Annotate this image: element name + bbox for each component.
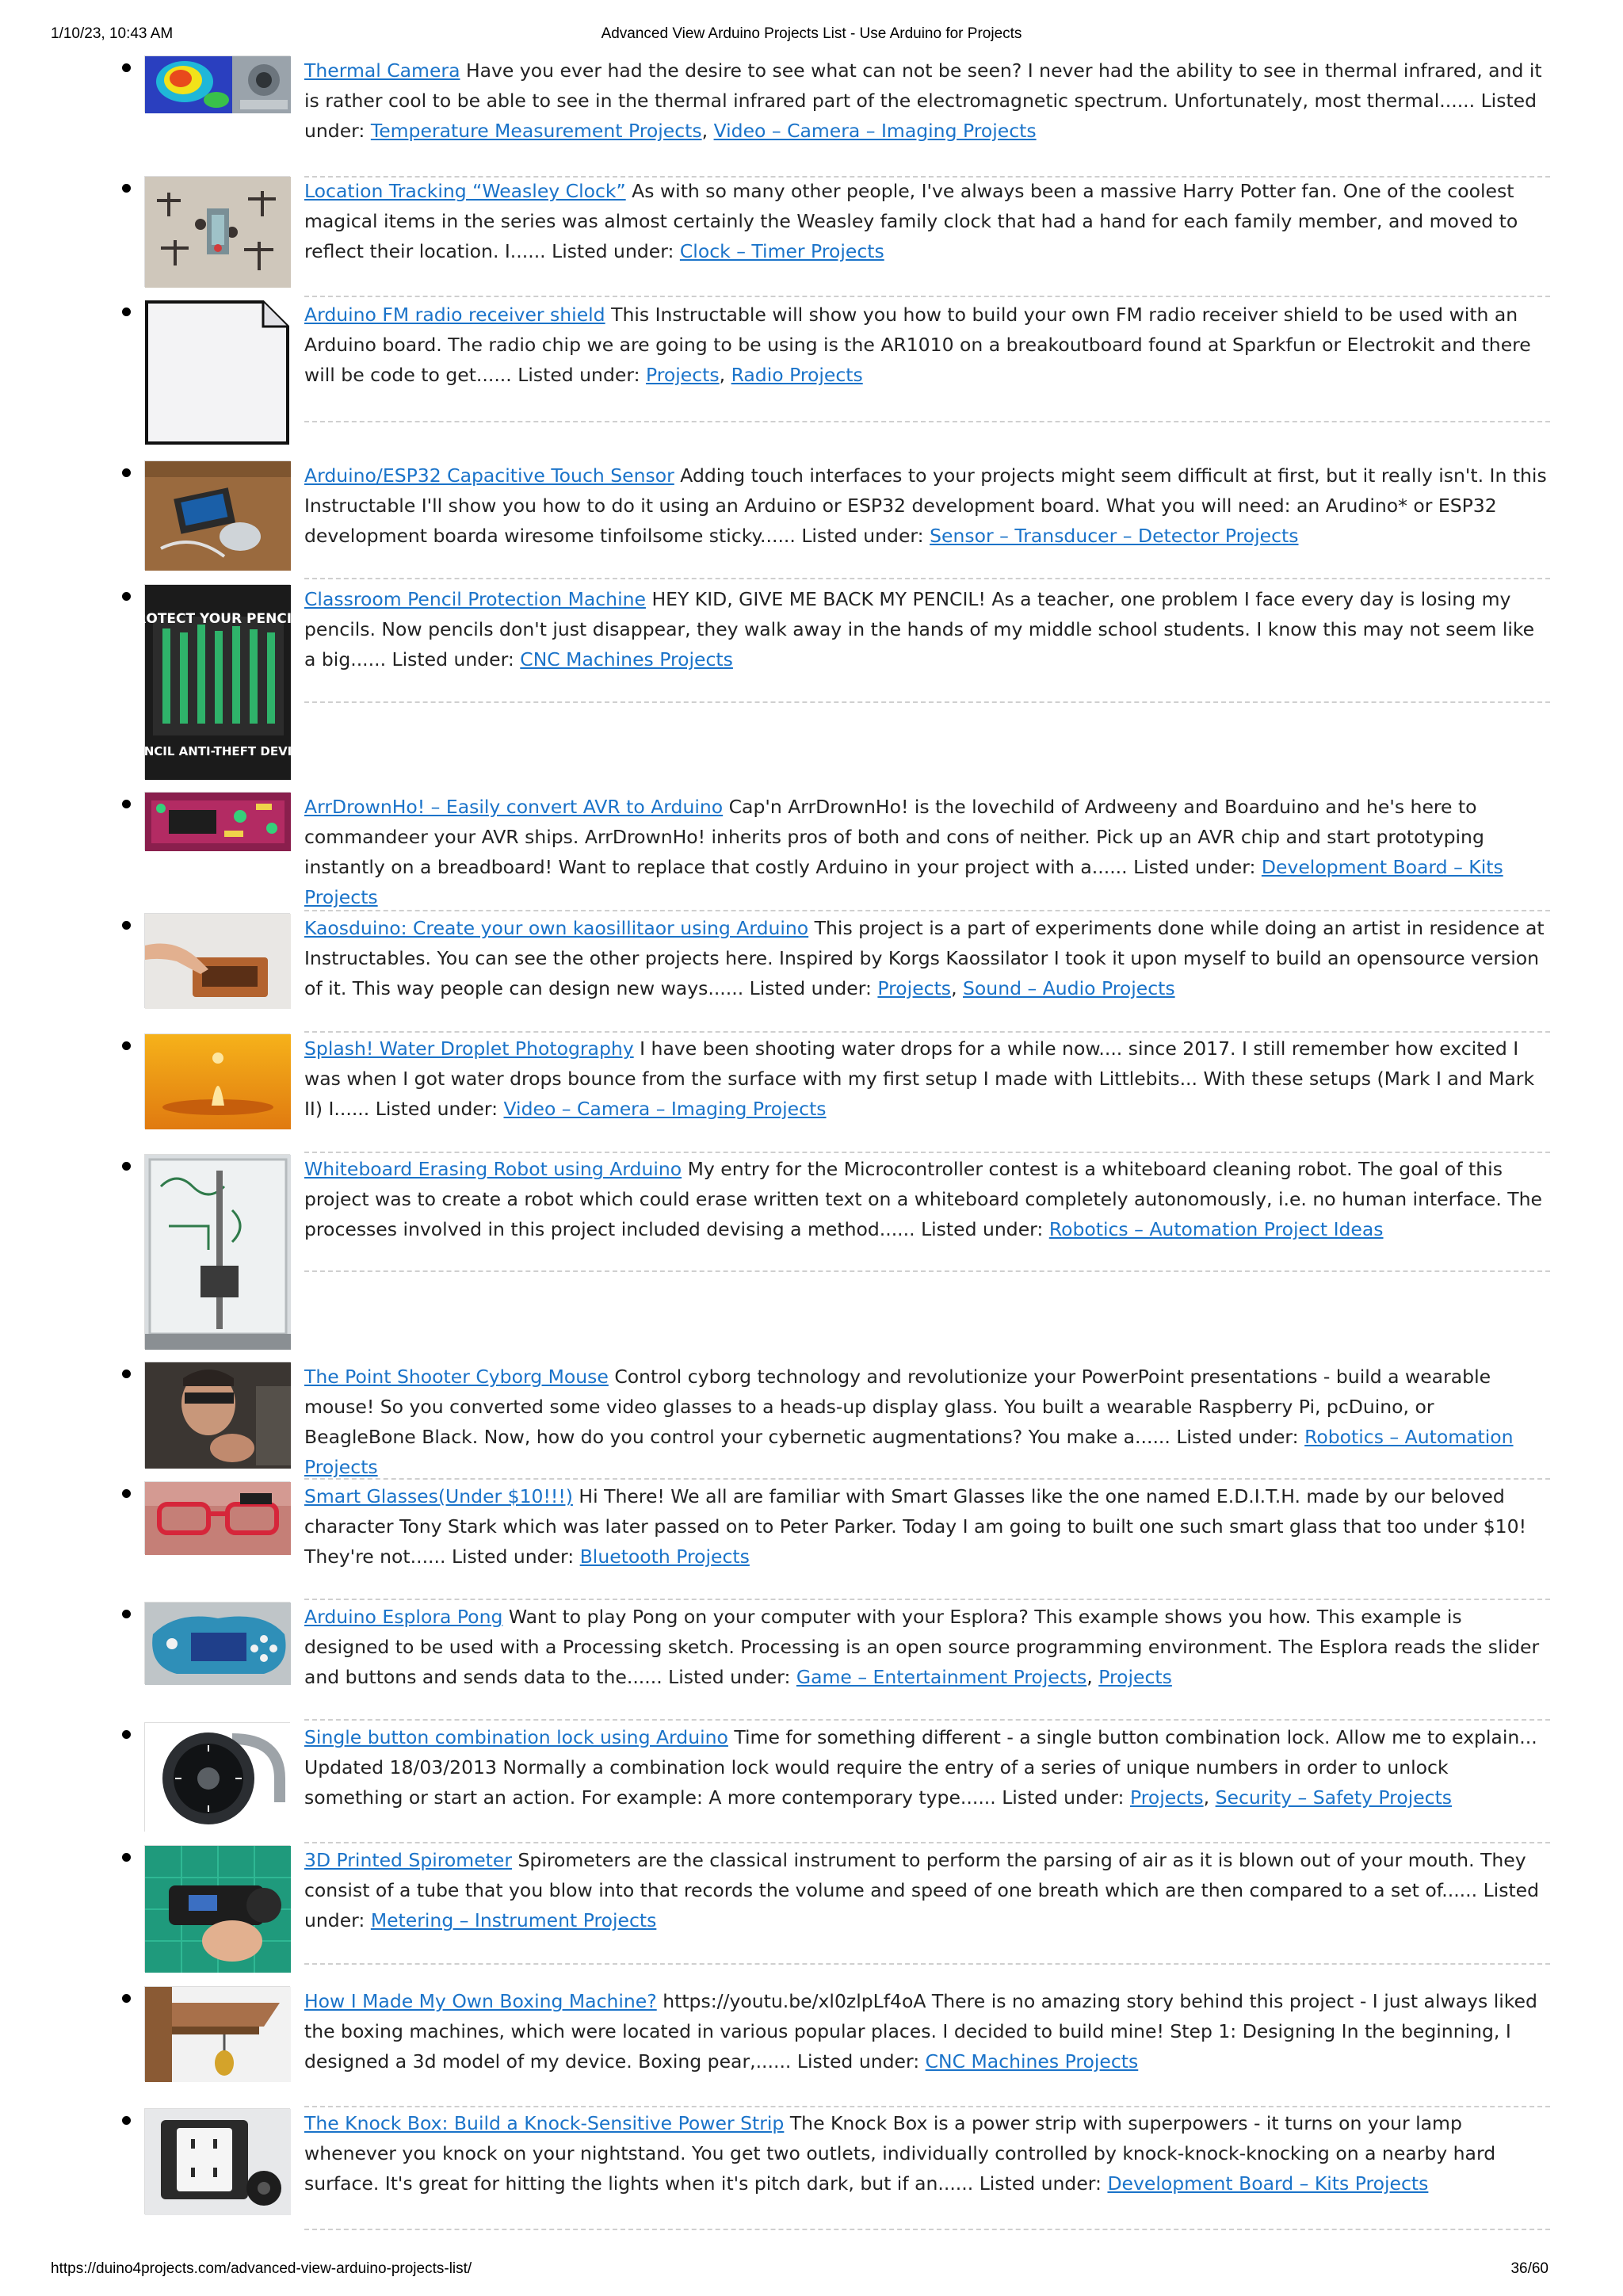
- divider: [304, 701, 1550, 703]
- listed-under-label: Listed under:: [1002, 1786, 1125, 1809]
- listed-under-label: Listed under:: [979, 2172, 1102, 2195]
- bullet-icon: [122, 63, 131, 72]
- project-entry: [304, 460, 1550, 551]
- listed-under-label: Listed under:: [668, 1666, 791, 1688]
- divider: [304, 1031, 1550, 1033]
- category-link[interactable]: Robotics – Automation Projects: [304, 1426, 1514, 1478]
- project-title-link[interactable]: Arduino FM radio receiver shield: [304, 304, 605, 326]
- divider: [304, 1599, 1550, 1600]
- project-thumbnail[interactable]: [144, 1362, 290, 1468]
- project-entry: Arduino FM radio receiver shield This Instructable will show you how to build your own FM radio receiver shield to be used with an Arduino board. The radio chip we are going to be using is the AR1010 on a breakoutboard found at Sparkfun or Electrokit and there will be code to get...... Listed under: Projects, Radio Projects: [304, 304, 1531, 386]
- project-description: HEY KID, GIVE ME BACK MY PENCIL! As a teacher, one problem I face every day is losing my pencils. Now pencils don't just disappear, they walk away in the hands of my middle school students. I know this may not seem like a big......: [304, 588, 1535, 670]
- category-link[interactable]: Video – Camera – Imaging Projects: [503, 1098, 827, 1120]
- bullet-icon: [122, 468, 131, 477]
- project-entry: [304, 2108, 1550, 2199]
- listed-under-label: Listed under:: [749, 977, 872, 999]
- bullet-icon: [122, 1489, 131, 1498]
- listed-under-label: Listed under:: [921, 1218, 1044, 1240]
- project-thumbnail[interactable]: [144, 55, 290, 113]
- project-description: This project is a part of experiments done while doing an artist in residence at Instructables. You can see the other projects here. Inspired by Korgs Kaossilator I took it upon myself to build an opensource version of it. This way people can design new ways......: [304, 917, 1545, 999]
- project-entry: [304, 1154, 1550, 1244]
- divider: [304, 1270, 1550, 1272]
- category-link[interactable]: Bluetooth Projects: [579, 1545, 750, 1568]
- project-thumbnail[interactable]: [144, 460, 290, 570]
- project-title-link[interactable]: How I Made My Own Boxing Machine?: [304, 1990, 657, 2012]
- project-description: Adding touch interfaces to your projects might seem difficult at first, but it really isn't. In this Instructable I'll show you how to do it using an Arduino or ESP32 development board. What you will need: an Arudino* or ESP32 development boarda wiresome tinfoilsome sticky......: [304, 464, 1547, 547]
- project-title-link[interactable]: Location Tracking “Weasley Clock”: [304, 180, 626, 202]
- bullet-icon: [122, 1370, 131, 1378]
- project-title-link[interactable]: Arduino/ESP32 Capacitive Touch Sensor: [304, 464, 674, 487]
- project-entry: [304, 176, 1550, 266]
- divider: [304, 1152, 1550, 1153]
- project-title-link[interactable]: Single button combination lock using Arduino: [304, 1726, 728, 1748]
- print-header: [0, 25, 1623, 57]
- listed-under-label: Listed under:: [801, 525, 924, 547]
- placeholder-image-icon[interactable]: [144, 300, 290, 445]
- project-entry: [304, 1986, 1550, 2076]
- category-link[interactable]: Projects: [1098, 1666, 1172, 1688]
- listed-under-label: Listed under:: [391, 648, 514, 670]
- project-title-link[interactable]: Smart Glasses(Under $10!!!): [304, 1485, 573, 1507]
- divider: [304, 2106, 1550, 2107]
- print-datetime: 1/10/23, 10:43 AM: [51, 25, 174, 42]
- category-link[interactable]: Development Board – Kits Projects: [304, 856, 1503, 908]
- project-title-link[interactable]: The Point Shooter Cyborg Mouse: [304, 1366, 609, 1388]
- project-description: Time for something different - a single button combination lock. Allow me to explain... Updated 18/03/2013 Normally a combination lock would require the entry of a series of unique numbers in order to unlock something or start an action. For example: A more contemporary type......: [304, 1726, 1537, 1809]
- project-entry: [304, 1481, 1550, 1572]
- listed-under-label: Listed under:: [517, 364, 640, 386]
- bullet-icon: [122, 800, 131, 808]
- divider: [304, 2229, 1550, 2230]
- project-title-link[interactable]: Arduino Esplora Pong: [304, 1606, 503, 1628]
- bullet-icon: [122, 1162, 131, 1171]
- divider: [304, 910, 1550, 911]
- project-entry: [304, 792, 1550, 912]
- project-thumbnail[interactable]: [144, 2108, 290, 2214]
- divider: [304, 296, 1550, 297]
- category-link[interactable]: Clock – Timer Projects: [679, 240, 884, 262]
- project-thumbnail[interactable]: [125, 584, 311, 779]
- bullet-icon: [122, 184, 131, 193]
- divider: [304, 421, 1550, 422]
- project-thumbnail[interactable]: [144, 1602, 290, 1684]
- listed-under-label: Listed under:: [451, 1545, 575, 1568]
- category-link[interactable]: CNC Machines Projects: [520, 648, 733, 670]
- project-title-link[interactable]: ArrDrownHo! – Easily convert AVR to Arduino: [304, 796, 724, 818]
- page-number: 36/60: [1510, 2260, 1549, 2277]
- project-entry: Thermal Camera Have you ever had the desire to see what can not be seen? I never had the ability to see in thermal infrared, and it is rather cool to be able to see in the thermal infrared part of the electromagnetic spectrum. Unfortunately, most thermal...... Listed under: Temperature Measurement Projects, Video – Camera – Imaging Projects: [304, 59, 1542, 142]
- category-link[interactable]: Sound – Audio Projects: [963, 977, 1175, 999]
- project-thumbnail[interactable]: [144, 1481, 290, 1554]
- listed-under-label: Listed under:: [1176, 1426, 1299, 1448]
- project-description: Control cyborg technology and revolutionize your PowerPoint presentations - build a wearable mouse! So you converted some video glasses to a heads-up display glass. You built a wearable Raspberry Pi, pcDuino, or BeagleBone Black. Now, how do you control your cybernetic augmentations? You make a......: [304, 1366, 1491, 1448]
- category-link[interactable]: Metering – Instrument Projects: [370, 1909, 657, 1931]
- category-link[interactable]: Sensor – Transducer – Detector Projects: [930, 525, 1299, 547]
- project-thumbnail[interactable]: [144, 792, 290, 850]
- project-title-link[interactable]: Classroom Pencil Protection Machine: [304, 588, 646, 610]
- category-link[interactable]: Radio Projects: [731, 364, 863, 386]
- bullet-icon: [122, 1610, 131, 1618]
- project-title-link[interactable]: The Knock Box: Build a Knock-Sensitive Power Strip: [304, 2112, 785, 2134]
- project-description: As with so many other people, I've always been a massive Harry Potter fan. One of the coolest magical items in the series was almost certainly the Weasley family clock that had a hand for each family member, and moved to reflect their location. I......: [304, 180, 1518, 262]
- page-url: https://duino4projects.com/advanced-view-arduino-projects-list/: [51, 2260, 472, 2277]
- category-link[interactable]: Projects: [645, 364, 720, 386]
- category-link[interactable]: Robotics – Automation Project Ideas: [1048, 1218, 1384, 1240]
- project-description: Hi There! We all are familiar with Smart Glasses like the one named E.D.I.T.H. made by our beloved character Tony Stark which was later passed on to Peter Parker. Today I am going to built one such smart glass that too under $10! They're not......: [304, 1485, 1527, 1568]
- bullet-icon: [122, 2116, 131, 2125]
- project-title-link[interactable]: Splash! Water Droplet Photography: [304, 1037, 634, 1060]
- project-title-link[interactable]: 3D Printed Spirometer: [304, 1849, 512, 1871]
- project-title-link[interactable]: Thermal Camera: [304, 59, 460, 82]
- project-description: This Instructable will show you how to build your own FM radio receiver shield to be used with an Arduino board. The radio chip we are going to be using is the AR1010 on a breakoutboard found at Sparkfun or Electrokit and there will be code to get......: [304, 304, 1531, 386]
- listed-under-label: Listed under:: [796, 2050, 920, 2073]
- project-thumbnail[interactable]: [144, 1845, 290, 1972]
- divider: [304, 578, 1550, 579]
- divider: [304, 1963, 1550, 1965]
- bullet-icon: [122, 592, 131, 601]
- bullet-icon: [122, 1853, 131, 1862]
- bullet-icon: [122, 921, 131, 930]
- listed-under-label: Listed under:: [552, 240, 674, 262]
- bullet-icon: [122, 1041, 131, 1050]
- bullet-icon: [122, 1994, 131, 2003]
- project-description: I have been shooting water drops for a while now.... since 2017. I still remember how excited I was when I got water drops bounce from the surface with my first setup I made with Littlebits... With these setups (Mark I and Mark II) I......: [304, 1037, 1535, 1120]
- thumbnail-caption-bottom: PENCIL ANTI-THEFT DEVICE: [127, 744, 309, 758]
- project-description: Have you ever had the desire to see what can not be seen? I never had the ability to see in thermal infrared, and it is rather cool to be able to see in the thermal infrared part of the electromagnetic spectrum. Unfortunately, most thermal......: [304, 59, 1542, 112]
- print-title: Advanced View Arduino Projects List - Use Arduino for Projects: [601, 25, 1022, 42]
- project-description: The Knock Box is a power strip with superpowers - it turns on your lamp whenever you knock on your nightstand. You get two outlets, individually controlled by knock-knock-knocking on a nearby hard surface. It's great for hitting the lights when it's pitch dark, but if an......: [304, 2112, 1496, 2195]
- project-description: Spirometers are the classical instrument to perform the parsing of air as it is blown out of your mouth. They consist of a tube that you blow into that records the volume and speed of one breath which are then compared to a set of......: [304, 1849, 1526, 1901]
- project-title-link[interactable]: Whiteboard Erasing Robot using Arduino: [304, 1158, 682, 1180]
- project-entry: Single button combination lock using Arduino Time for something different - a single button combination lock. Allow me to explain... Updated 18/03/2013 Normally a combination lock would require the entry of a series of unique numbers in order to unlock something or start an action. For example: A more contemporary type...... Listed under: Projects, Security – Safety Projects: [304, 1726, 1537, 1809]
- category-link[interactable]: Development Board – Kits Projects: [1107, 2172, 1429, 2195]
- divider: [304, 1478, 1550, 1480]
- project-thumbnail[interactable]: [144, 1033, 290, 1129]
- divider: [304, 1719, 1550, 1721]
- project-thumbnail[interactable]: [144, 1722, 290, 1832]
- listed-under-label: Listed under:: [1133, 856, 1256, 878]
- category-link[interactable]: Projects: [877, 977, 952, 999]
- project-thumbnail[interactable]: [144, 1986, 290, 2081]
- project-entry: [304, 1362, 1550, 1482]
- project-entry: [304, 584, 1550, 674]
- project-entry: [304, 1033, 1550, 1124]
- category-link[interactable]: CNC Machines Projects: [925, 2050, 1139, 2073]
- divider: [304, 1842, 1550, 1843]
- project-entry: [304, 1845, 1550, 1935]
- project-description: My entry for the Microcontroller contest is a whiteboard cleaning robot. The goal of this project was to create a robot which could erase written text on a whiteboard completely autonomously, i.e. no human interface. The processes involved in this project included devising a method......: [304, 1158, 1543, 1240]
- listed-under-label: Listed under:: [304, 1879, 1540, 1931]
- project-description: Cap'n ArrDrownHo! is the lovechild of Ardweeny and Boarduino and he's here to commandeer your AVR ships. ArrDrownHo! inherits pros of both and cons of neither. Pick up an AVR chip and start prototyping instantly on a breadboard! Want to replace that costly Arduino in your project with a......: [304, 796, 1484, 878]
- bullet-icon: [122, 308, 131, 316]
- listed-under-label: Listed under:: [375, 1098, 498, 1120]
- category-link[interactable]: Security – Safety Projects: [1215, 1786, 1453, 1809]
- project-thumbnail[interactable]: [144, 176, 290, 287]
- project-description: https://youtu.be/xl0zlpLf4oA There is no amazing story behind this project - I just always liked the boxing machines, which were located in various popular places. I decided to build mine! Step 1: Designing In the beginning, I designed a 3d model of my device. Boxing pear,......: [304, 1990, 1537, 2073]
- category-link[interactable]: Game – Entertainment Projects: [796, 1666, 1087, 1688]
- project-entry: Kaosduino: Create your own kaosillitaor using Arduino This project is a part of experiments done while doing an artist in residence at Instructables. You can see the other projects here. Inspired by Korgs Kaossilator I took it upon myself to build an opensource version of it. This way people can design new ways...... Listed under: Projects, Sound – Audio Projects: [304, 917, 1545, 999]
- thumbnail-caption-top: PROTECT YOUR PENCILS: [125, 611, 311, 627]
- project-entry: Arduino Esplora Pong Want to play Pong on your computer with your Esplora? This example shows you how. This example is designed to be used with a Processing sketch. Processing is an open source programming environment. The Esplora reads the slider and buttons and sends data to the...... Listed under: Game – Entertainment Projects, Projects: [304, 1606, 1540, 1688]
- project-thumbnail[interactable]: [144, 1154, 290, 1349]
- category-link[interactable]: Temperature Measurement Projects: [370, 120, 702, 142]
- listed-under-label: Listed under:: [304, 90, 1537, 142]
- project-title-link[interactable]: Kaosduino: Create your own kaosillitaor using Arduino: [304, 917, 809, 939]
- print-footer: [0, 2260, 1623, 2292]
- project-description: Want to play Pong on your computer with your Esplora? This example shows you how. This example is designed to be used with a Processing sketch. Processing is an open source programming environment. The Esplora reads the slider and buttons and sends data to the......: [304, 1606, 1540, 1688]
- bullet-icon: [122, 1730, 131, 1739]
- category-link[interactable]: Video – Camera – Imaging Projects: [713, 120, 1037, 142]
- category-link[interactable]: Projects: [1129, 1786, 1204, 1809]
- project-thumbnail[interactable]: [144, 913, 290, 1008]
